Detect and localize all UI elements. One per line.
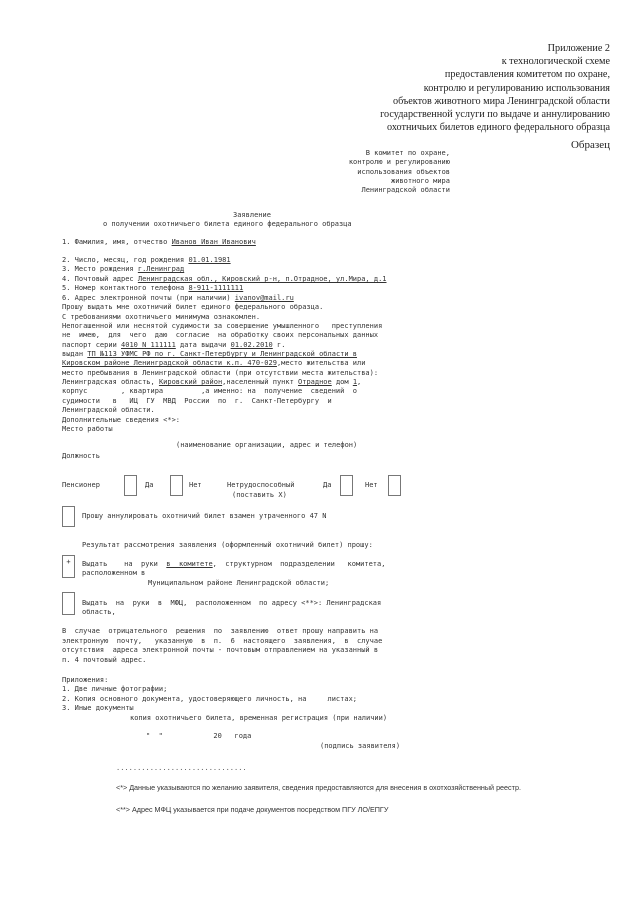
passport-line: паспорт серии 4010 N 111111 дата выдачи 01.02.2010 г. [62, 341, 286, 349]
pensioner-label: Пенсионер [62, 481, 100, 489]
attachments-title: Приложения: [62, 676, 109, 684]
footnote-1: <*> Данные указываются по желанию заявителя, сведения предоставляются для внесения в охотхозяйственный реестр. [116, 783, 521, 792]
conviction-text: Непогашенной или неснятой судимости за совершение умышленного преступления [62, 322, 383, 330]
option-committee-checkbox[interactable] [62, 555, 75, 578]
addressee-line: животного мира [390, 176, 450, 185]
workplace-hint: (наименование организации, адрес и телефон) [176, 441, 358, 449]
annul-checkbox[interactable] [62, 506, 75, 527]
birth-place-value: г.Ленинград [137, 265, 185, 273]
addressee-line: Ленинградской области [361, 186, 450, 195]
court-line: судимости в ИЦ ГУ МВД России по г. Санкт-Петербургу и [62, 397, 332, 405]
addressee-line: В комитет по охране, [365, 149, 450, 157]
document-subtitle: о получении охотничьего билета единого федерального образца [103, 220, 352, 228]
document-title: Заявление [233, 211, 271, 219]
field-email: 6. Адрес электронной почты (при наличии) ivanov@mail.ru [62, 294, 294, 302]
district-value: Кировский район [158, 378, 223, 386]
option-mfc-checkbox[interactable] [62, 592, 75, 615]
pensioner-yes-label: Да [145, 481, 154, 489]
workplace-label: Место работы [62, 425, 113, 433]
field-postal-address: 4. Почтовый адрес Ленинградская обл., Кировский р-н, п.Отрадное, ул.Мира, д.1 [62, 275, 387, 283]
sample-label: Образец [570, 139, 610, 151]
attachment-detail: копия охотничьего билета, временная регистрация (при наличии) [130, 714, 388, 722]
footnote-divider: ............................... [116, 764, 247, 772]
birth-date-value: 01.01.1981 [188, 256, 231, 264]
option-committee-text: Муниципальном районе Ленинградской области; [148, 579, 330, 587]
pensioner-no-checkbox[interactable] [170, 475, 183, 496]
appendix-header [270, 42, 610, 134]
put-x-hint: (поставить Х) [232, 491, 287, 499]
footnote-2: <**> Адрес МФЦ указывается при подаче документов посредством ПГУ ЛО/ЕПГУ [116, 805, 389, 814]
date-line: " " 20 года [146, 732, 252, 740]
field-birth-date: 2. Число, месяц, год рождения 01.01.1981 [62, 256, 231, 264]
option-committee-text: расположенном в [82, 569, 146, 577]
addressee-line: контролю и регулированию [348, 158, 450, 167]
issued-by: Кировском районе Ленинградской области к.п. 470-029 [62, 359, 277, 367]
issued-line: выдан ТП №113 УФМС РФ по г. Санкт-Петербургу и Ленинградской области в [62, 350, 358, 358]
pensioner-yes-checkbox[interactable] [124, 475, 137, 496]
issued-line: Кировском районе Ленинградской области к.п. 470-029,место жительства или [62, 359, 366, 367]
court-line: Ленинградской области. [62, 406, 155, 414]
header-line: к технологической схеме [501, 56, 610, 68]
option-committee-text: Выдать на руки в комитете, структурном подразделении комитета, [82, 560, 386, 568]
position-label: Должность [62, 452, 100, 460]
korpus-line: корпус , квартира ,а именно: на получение сведений о [62, 387, 358, 395]
refusal-text: В случае отрицательного решения по заявлению ответ прошу направить на [62, 627, 379, 635]
annul-text: Прошу аннулировать охотничий билет взамен утраченного 47 N [82, 512, 327, 520]
checked-mark: + [66, 558, 71, 566]
request-text: Прошу выдать мне охотничий билет единого федерального образца. [62, 303, 324, 311]
header-line: Приложение 2 [547, 43, 610, 54]
option-mfc-text: Выдать на руки в МФЦ, расположенном по адресу <**>: Ленинградская [82, 599, 382, 607]
attachment-item: 2. Копия основного документа, удостоверяющего личность, на листах; [62, 695, 358, 703]
header-line: объектов животного мира Ленинградской области [392, 95, 610, 107]
stay-line: место пребывания в Ленинградской области (при отсутствии места жительства): [62, 369, 379, 377]
signature-hint: (подпись заявителя) [320, 742, 401, 750]
passport-date: 01.02.2010 [230, 341, 273, 349]
refusal-text: отсутствия адреса электронной почты - почтовым отправлением на указанный в [62, 646, 379, 654]
email-value: ivanov@mail.ru [234, 294, 294, 302]
phone-value: 8-911-1111111 [188, 284, 244, 292]
acquainted-text: С требованиями охотничьего минимума ознакомлен. [62, 313, 261, 321]
disabled-yes-label: Да [323, 481, 332, 489]
issued-by: ТП №113 УФМС РФ по г. Санкт-Петербургу и Ленинградской области в [87, 350, 358, 358]
header-line: охотничьих билетов единого федерального образца [387, 122, 610, 134]
disabled-no-label: Нет [365, 481, 378, 489]
attachment-item: 3. Иные документы [62, 704, 134, 712]
disabled-no-checkbox[interactable] [388, 475, 401, 496]
full-name-value: Иванов Иван Иванович [171, 238, 256, 246]
header-line: государственной услуги по выдаче и аннулированию [380, 109, 610, 121]
result-title: Результат рассмотрения заявления (оформленный охотничий билет) прошу: [82, 541, 373, 549]
conviction-text: не имею, для чего даю согласие на обработку своих персональных данных [62, 331, 379, 339]
option-mfc-text: область, [82, 608, 116, 616]
refusal-text: электронную почту, указанную в п. 6 настоящего заявления, в случае [62, 637, 383, 645]
passport-series: 4010 N 111111 [121, 341, 176, 349]
house-value: 1 [352, 378, 358, 386]
pensioner-no-label: Нет [189, 481, 202, 489]
addressee-block [290, 149, 450, 195]
header-line: предоставления комитетом по охране, [444, 69, 610, 81]
addressee-line: использования объектов [357, 167, 450, 176]
field-full-name: 1. Фамилия, имя, отчество Иванов Иван Иванович [62, 238, 256, 246]
locality-value: Отрадное [298, 378, 332, 386]
region-line: Ленинградская область, Кировский район,населенный пункт Отрадное дом 1, [62, 378, 362, 386]
refusal-text: п. 4 почтовый адрес. [62, 656, 147, 664]
header-line: контролю и регулированию использования [423, 82, 610, 94]
field-birth-place: 3. Место рождения г.Ленинград [62, 265, 185, 273]
postal-address-value: Ленинградская обл., Кировский р-н, п.Отрадное, ул.Мира, д.1 [137, 275, 387, 283]
committee-value: в комитете [166, 560, 213, 568]
disabled-yes-checkbox[interactable] [340, 475, 353, 496]
disabled-label: Нетрудоспособный [227, 481, 295, 489]
attachment-item: 1. Две личные фотографии; [62, 685, 168, 693]
field-phone: 5. Номер контактного телефона 8-911-1111111 [62, 284, 244, 292]
extra-info-label: Дополнительные сведения <*>: [62, 416, 181, 424]
